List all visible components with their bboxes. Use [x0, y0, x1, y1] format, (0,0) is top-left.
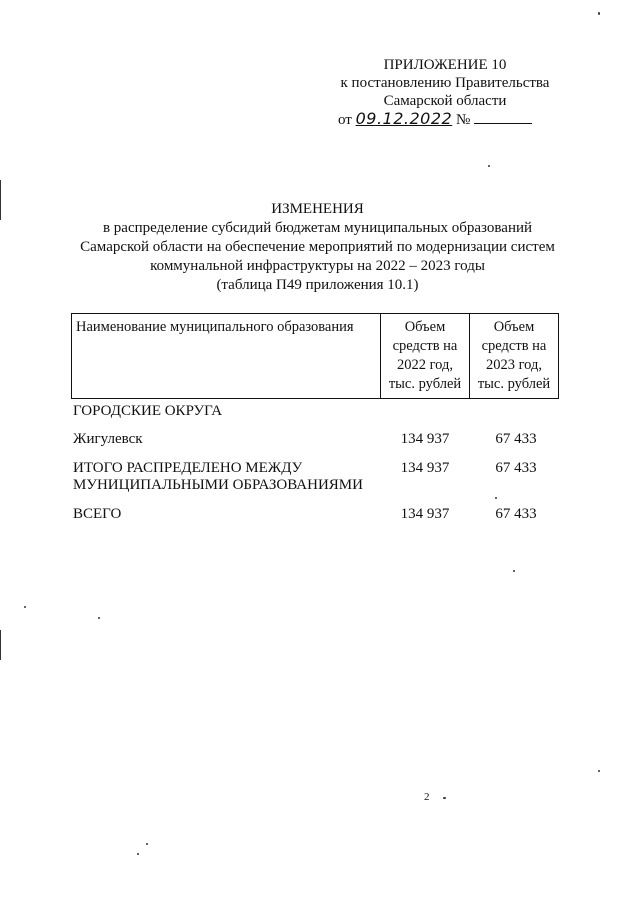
- total-distributed-2023: 67 433: [495, 460, 537, 476]
- page-mark: 2: [424, 791, 430, 803]
- handwritten-date: 09.12.2022: [355, 109, 453, 128]
- row-name-zhigulevsk: Жигулевск: [73, 431, 143, 447]
- scan-edge-mark: [0, 180, 1, 220]
- appendix-number: ПРИЛОЖЕНИЕ 10: [383, 57, 507, 73]
- header-2022-line: Объем: [404, 319, 446, 335]
- header-2023-line: средств на: [481, 338, 547, 354]
- title-line-1: в распределение субсидий бюджетам муниципальных образований: [102, 220, 533, 236]
- header-2023-line: тыс. рублей: [477, 376, 551, 392]
- number-blank: [474, 111, 532, 124]
- document-title: [50, 200, 585, 295]
- grand-total-2022: 134 937: [400, 506, 450, 522]
- title-line-2: Самарской области на обеспечение мероприятий по модернизации систем: [80, 239, 555, 255]
- scan-speck: [137, 853, 139, 855]
- header-2023-line: 2023 год,: [485, 357, 543, 373]
- scan-speck: [598, 12, 600, 15]
- header-2023-line: Объем: [493, 319, 535, 335]
- scan-speck: [598, 770, 600, 772]
- scan-speck: [24, 606, 26, 608]
- section-title: ГОРОДСКИЕ ОКРУГА: [73, 403, 223, 419]
- title-heading: ИЗМЕНЕНИЯ: [271, 201, 364, 217]
- appendix-line-1: к постановлению Правительства: [340, 75, 550, 91]
- grand-total-label: ВСЕГО: [73, 506, 122, 522]
- header-2022-line: тыс. рублей: [388, 376, 462, 392]
- scan-speck: [513, 570, 515, 572]
- appendix-date-line: [330, 110, 560, 129]
- number-sign: №: [455, 112, 471, 128]
- appendix-line-2: Самарской области: [383, 93, 507, 109]
- table-header-row: [72, 314, 559, 399]
- row-value-2022: 134 937: [400, 431, 450, 447]
- date-prefix: от: [338, 112, 352, 128]
- scan-speck: [443, 797, 446, 799]
- header-2022: [381, 314, 470, 399]
- scan-speck: [495, 497, 497, 499]
- row-value-2023: 67 433: [495, 431, 537, 447]
- grand-total-2023: 67 433: [495, 506, 537, 522]
- scan-speck: [98, 617, 100, 619]
- total-distributed-2022: 134 937: [400, 460, 450, 476]
- total-distributed-label-2: МУНИЦИПАЛЬНЫМИ ОБРАЗОВАНИЯМИ: [73, 477, 363, 493]
- total-distributed-label-1: ИТОГО РАСПРЕДЕЛЕНО МЕЖДУ: [73, 460, 303, 476]
- subsidy-table-header: [71, 313, 559, 399]
- header-2022-line: средств на: [392, 338, 458, 354]
- scan-speck: [488, 165, 490, 167]
- scan-edge-mark: [0, 630, 1, 660]
- header-2023: [470, 314, 559, 399]
- header-name: Наименование муниципального образования: [72, 314, 381, 399]
- scan-speck: [146, 843, 148, 845]
- header-2022-line: 2022 год,: [396, 357, 454, 373]
- appendix-header: [330, 56, 560, 129]
- title-line-3: коммунальной инфраструктуры на 2022 – 2023 годы: [150, 258, 485, 274]
- title-line-4: (таблица П49 приложения 10.1): [216, 277, 419, 293]
